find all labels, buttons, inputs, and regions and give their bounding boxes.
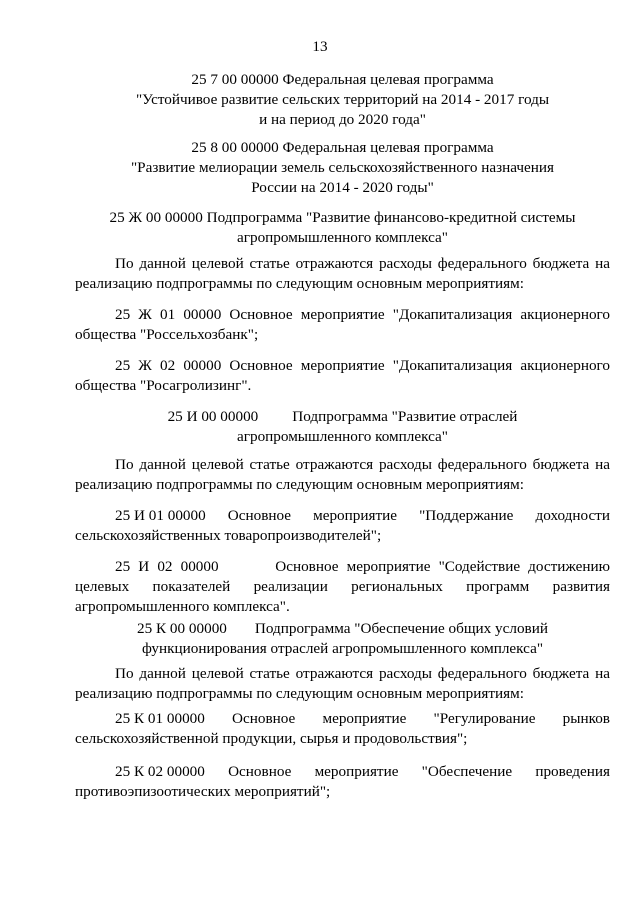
word: рынков [562, 710, 610, 727]
heading-line: 25 7 00 00000 Федеральная целевая программа [191, 71, 494, 88]
heading-line: 25 Ж 00 00000 Подпрограмма "Развитие финансово-кредитной системы [109, 209, 576, 226]
measure-line2: сельскохозяйственных товаропроизводителей"; [75, 527, 382, 544]
word: Основное [227, 507, 292, 524]
measure-line2: противоэпизоотических мероприятий"; [75, 783, 331, 800]
word: доходности [535, 507, 610, 524]
word: "Поддержание [419, 507, 514, 524]
heading-line: агропромышленного комплекса" [237, 229, 448, 246]
paragraph-measure-25i02: 25 И 02 00000 Основное мероприятие "Содействие достижению целевых показателей реализации региональных программ развития агропромышленного комплекса". [75, 558, 614, 615]
heading-program-257 [75, 70, 610, 130]
heading-line: "Развитие мелиорации земель сельскохозяйственного назначения [130, 159, 555, 176]
paragraph-measure-25k01 [75, 709, 610, 749]
measure-code: 25 К 02 00000 [115, 763, 205, 780]
heading-subprogram-25zh [75, 208, 610, 248]
paragraph-measure-25k02 [75, 762, 610, 802]
word: Основное [232, 710, 296, 727]
paragraph-measure-25zh02: 25 Ж 02 00000 Основное мероприятие "Докапитализация акционерного общества "Росагролизинг". [75, 357, 610, 394]
word: мероприятие [314, 763, 399, 780]
word: мероприятие [322, 710, 407, 727]
word: "Обеспечение [421, 763, 513, 780]
heading-line: агропромышленного комплекса" [237, 428, 448, 445]
paragraph-measure-25zh01: 25 Ж 01 00000 Основное мероприятие "Докапитализация акционерного общества "Россельхозбанк"; [75, 306, 610, 343]
heading-line: 25 8 00 00000 Федеральная целевая программа [191, 139, 494, 156]
paragraph-intro-3: По данной целевой статье отражаются расходы федерального бюджета на реализацию подпрограммы по следующим основным мероприятиям: [75, 665, 610, 702]
paragraph-intro-1: По данной целевой статье отражаются расходы федерального бюджета на реализацию подпрограммы по следующим основным мероприятиям: [75, 255, 610, 292]
word: мероприятие [313, 507, 397, 524]
paragraph-measure-25i01 [75, 506, 610, 546]
word: проведения [535, 763, 610, 780]
heading-subprogram-25i [75, 407, 610, 447]
heading-line: Подпрограмма "Обеспечение общих условий [254, 620, 548, 637]
heading-line: "Устойчивое развитие сельских территорий на 2014 - 2017 годы [135, 91, 550, 108]
word: "Регулирование [433, 710, 536, 727]
heading-line: функционирования отраслей агропромышленного комплекса" [141, 640, 544, 657]
measure-code: 25 К 01 00000 [115, 710, 205, 727]
measure-line2: сельскохозяйственной продукции, сырья и продовольствия"; [75, 730, 468, 747]
heading-program-258 [75, 138, 610, 198]
page-number: 13 [312, 38, 328, 55]
heading-code: 25 И 00 00000 [167, 408, 259, 425]
heading-line: и на период до 2020 года" [259, 111, 426, 128]
word: Основное [228, 763, 292, 780]
heading-line: России на 2014 - 2020 годы" [251, 179, 434, 196]
heading-line: Подпрограмма "Развитие отраслей [292, 408, 518, 425]
heading-code: 25 К 00 00000 [137, 620, 227, 637]
heading-subprogram-25k [75, 619, 610, 659]
paragraph-intro-2: По данной целевой статье отражаются расходы федерального бюджета на реализацию подпрограммы по следующим основным мероприятиям: [75, 456, 610, 493]
measure-code: 25 И 01 00000 [115, 507, 206, 524]
